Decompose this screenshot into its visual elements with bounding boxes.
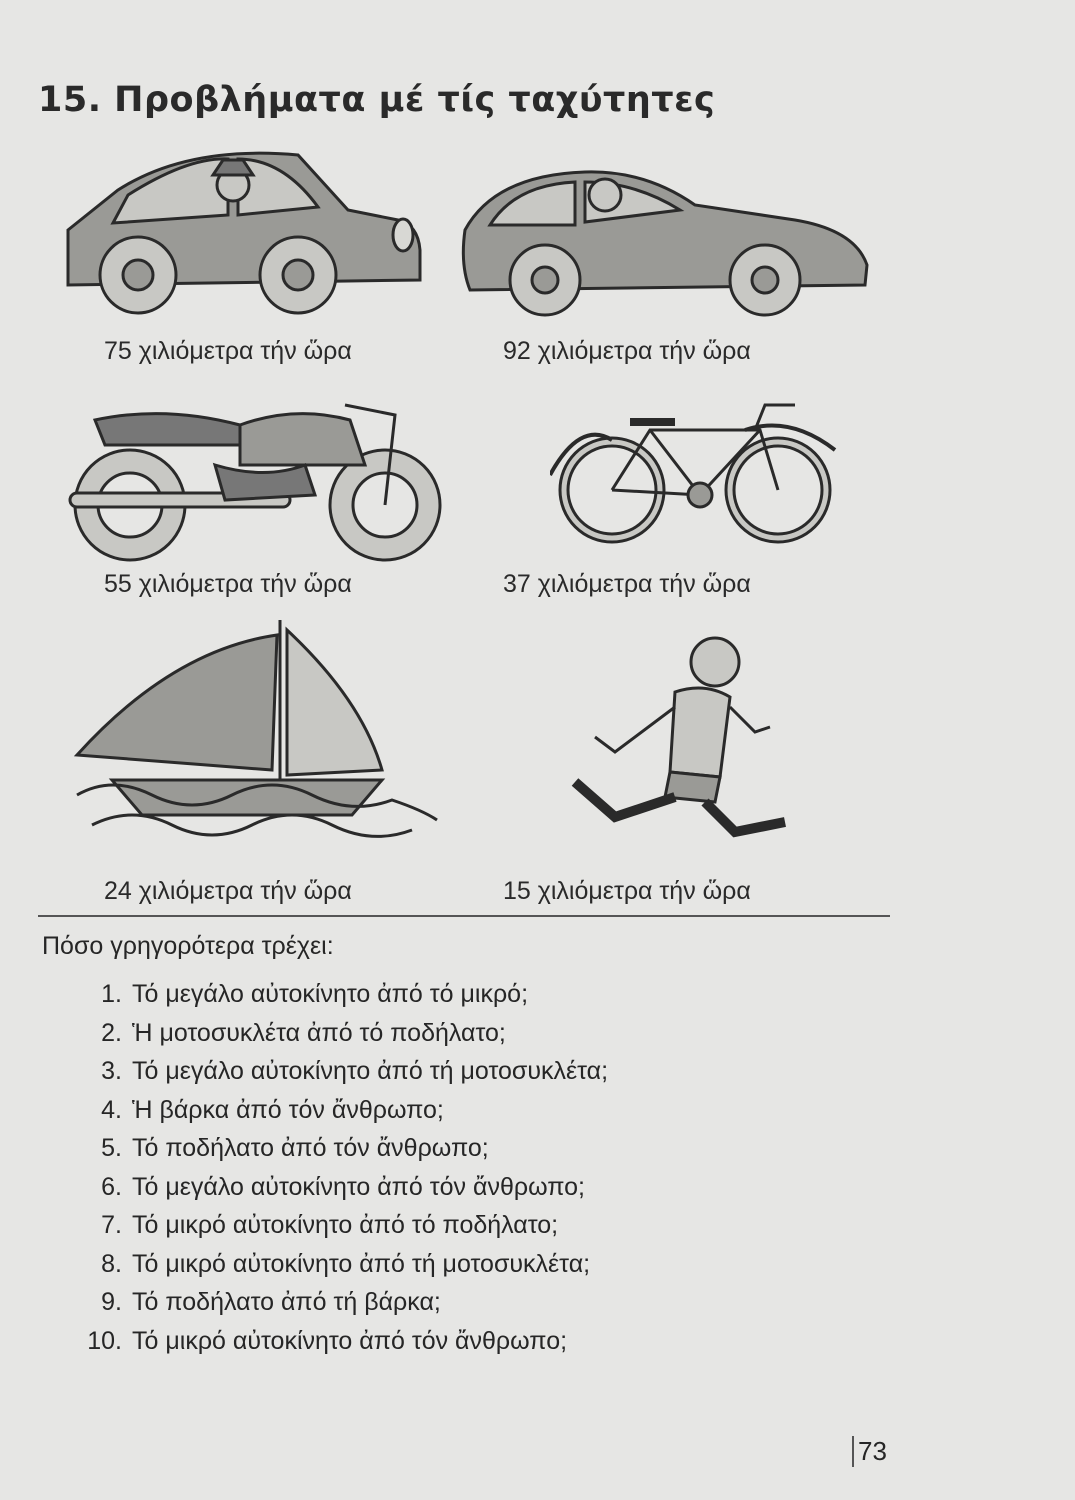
item-text: Τό ποδήλατο ἀπό τόν ἄνθρωπο;	[132, 1134, 489, 1162]
item-text: Ἡ μοτοσυκλέτα ἀπό τό ποδήλατο;	[132, 1018, 506, 1047]
item-text: Ἡ βάρκα ἀπό τόν ἄνθρωπο;	[132, 1095, 444, 1124]
item-number: 6.	[101, 1172, 122, 1201]
question-list	[70, 980, 608, 1365]
item-number: 5.	[101, 1134, 122, 1162]
list-item	[70, 1288, 608, 1327]
item-number: 10.	[87, 1326, 122, 1355]
list-item	[70, 1134, 608, 1173]
list-item	[70, 980, 608, 1019]
page-number: 73	[852, 1436, 887, 1467]
item-text: Τό μεγάλο αὐτοκίνητο ἀπό τή μοτοσυκλέτα;	[132, 1057, 609, 1085]
speed-label: 75 χιλιόμετρα τήν ὥρα	[104, 337, 352, 365]
small-car-icon	[455, 150, 875, 325]
list-item	[70, 1327, 608, 1366]
item-text: Τό μικρό αὐτοκίνητο ἀπό τή μοτοσυκλέτα;	[132, 1249, 591, 1278]
speed-label: 15 χιλιόμετρα τήν ὥρα	[503, 877, 751, 905]
motorcycle-icon	[65, 385, 460, 570]
item-text: Τό μικρό αὐτοκίνητο ἀπό τόν ἄνθρωπο;	[132, 1326, 568, 1355]
item-text: Τό ποδήλατο ἀπό τή βάρκα;	[132, 1288, 441, 1316]
speed-label: 92 χιλιόμετρα τήν ὥρα	[503, 337, 751, 365]
page-title: 15. Προβλήματα μέ τίς ταχύτητες	[38, 80, 716, 120]
item-number: 9.	[101, 1288, 122, 1316]
question-heading: Πόσο γρηγορότερα τρέχει:	[42, 932, 334, 960]
item-number: 1.	[101, 980, 122, 1008]
speed-label: 24 χιλιόμετρα τήν ὥρα	[104, 877, 352, 905]
item-text: Τό μικρό αὐτοκίνητο ἀπό τό ποδήλατο;	[132, 1211, 559, 1239]
list-item	[70, 1096, 608, 1135]
speed-label: 55 χιλιόμετρα τήν ὥρα	[104, 570, 352, 598]
running-man-icon	[555, 632, 805, 857]
item-number: 2.	[101, 1018, 122, 1047]
list-item	[70, 1250, 608, 1289]
item-number: 4.	[101, 1095, 122, 1124]
item-number: 3.	[101, 1057, 122, 1085]
sailboat-icon	[72, 620, 442, 850]
item-number: 7.	[101, 1211, 122, 1239]
divider	[38, 915, 890, 917]
list-item	[70, 1057, 608, 1096]
item-number: 8.	[101, 1249, 122, 1278]
item-text: Τό μεγάλο αὐτοκίνητο ἀπό τόν ἄνθρωπο;	[132, 1172, 585, 1201]
big-car-icon	[58, 135, 428, 325]
list-item	[70, 1019, 608, 1058]
item-text: Τό μεγάλο αὐτοκίνητο ἀπό τό μικρό;	[132, 980, 529, 1008]
speed-label: 37 χιλιόμετρα τήν ὥρα	[503, 570, 751, 598]
bicycle-icon	[550, 400, 840, 550]
list-item	[70, 1173, 608, 1212]
list-item	[70, 1211, 608, 1250]
